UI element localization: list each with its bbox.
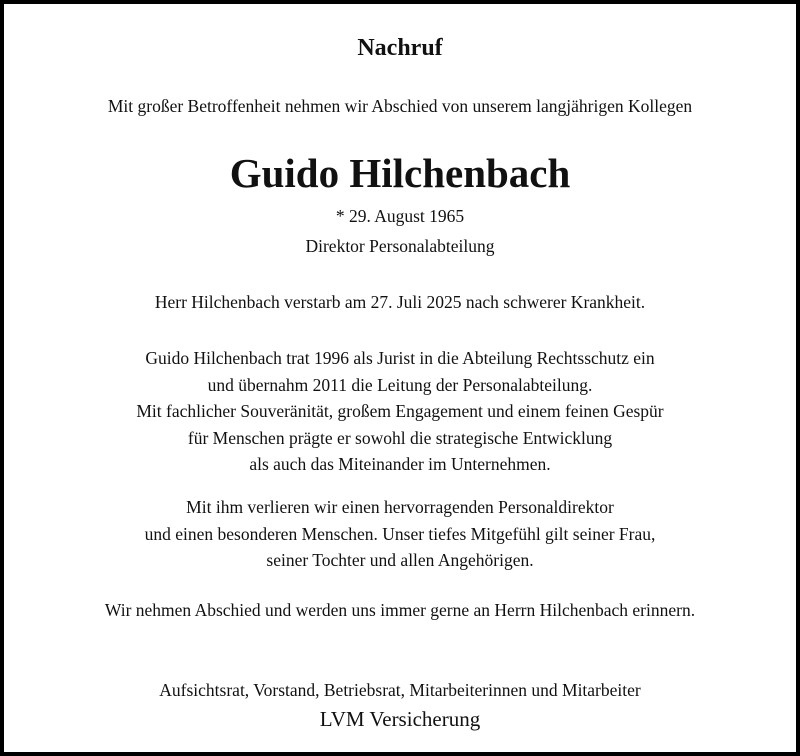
deceased-name: Guido Hilchenbach — [229, 150, 571, 196]
career-line: für Menschen prägte er sowohl die strategische Entwicklung — [187, 427, 613, 448]
farewell-text: Wir nehmen Abschied und werden uns immer gerne an Herrn Hilchenbach erinnern. — [104, 600, 696, 620]
death-statement: Herr Hilchenbach verstarb am 27. Juli 2025 nach schwerer Krankheit. — [154, 292, 646, 312]
condolence-line: Mit ihm verlieren wir einen hervorragenden Personaldirektor — [186, 497, 614, 517]
birth-date: * 29. August 1965 — [335, 206, 465, 226]
notice-title: Nachruf — [357, 35, 443, 61]
intro-text: Mit großer Betroffenheit nehmen wir Abschied von unserem langjährigen Kollegen — [107, 96, 693, 116]
career-line: als auch das Miteinander im Unternehmen. — [249, 454, 551, 474]
career-paragraph — [4, 345, 796, 478]
career-line: Mit fachlicher Souveränität, großem Engagement und einem feinen Gespür — [136, 401, 664, 421]
condolence-line: und einen besonderen Menschen. Unser tiefes Mitgefühl gilt seiner Frau, — [144, 523, 656, 544]
signers-text: Aufsichtsrat, Vorstand, Betriebsrat, Mitarbeiterinnen und Mitarbeiter — [159, 680, 641, 700]
career-line: Guido Hilchenbach trat 1996 als Jurist in die Abteilung Rechtsschutz ein — [145, 348, 655, 368]
career-line: und übernahm 2011 die Leitung der Personalabteilung. — [207, 374, 593, 395]
job-title: Direktor Personalabteilung — [305, 236, 495, 256]
condolence-paragraph — [4, 494, 796, 574]
company-name: LVM Versicherung — [319, 707, 481, 731]
condolence-line: seiner Tochter und allen Angehörigen. — [266, 550, 534, 570]
